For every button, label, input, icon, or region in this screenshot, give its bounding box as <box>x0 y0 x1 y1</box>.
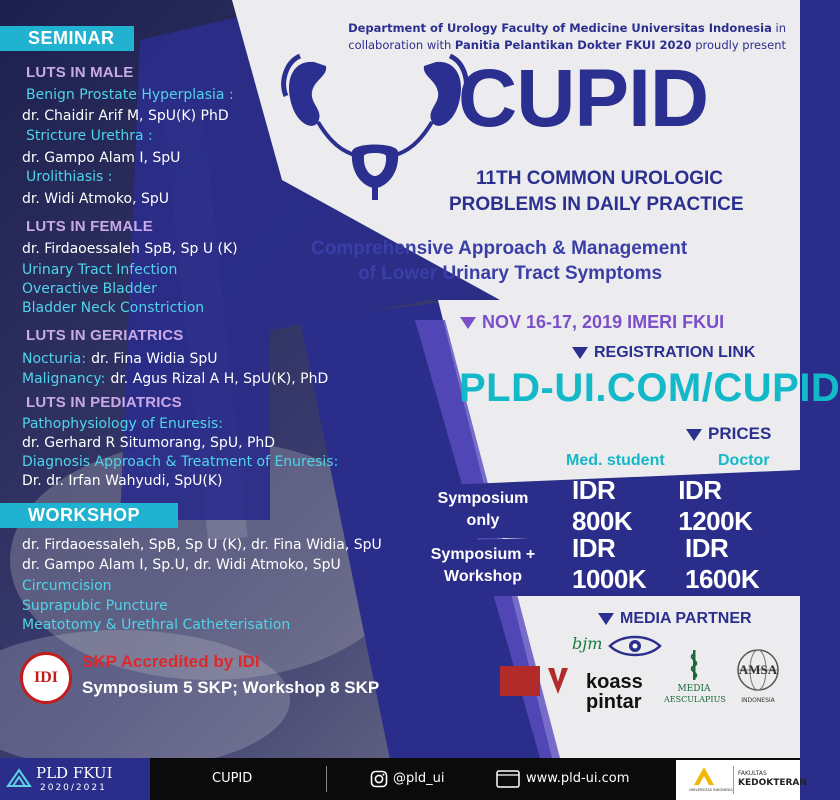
workshop-tag: WORKSHOP <box>0 503 178 528</box>
red-partner-logo-icon <box>500 662 574 700</box>
bjm-logo-text: bjm <box>572 634 603 653</box>
prices-label-text: PRICES <box>708 424 772 443</box>
organizer-in: in <box>775 21 786 35</box>
media-partner-label <box>598 610 752 628</box>
triangle-down-icon <box>598 613 614 625</box>
luts-male-heading: LUTS IN MALE <box>26 64 134 81</box>
geriatrics-row-1 <box>22 348 217 369</box>
event-theme-2: of Lower Urinary Tract Symptoms <box>358 263 663 284</box>
footer-divider-2 <box>733 766 734 794</box>
amsa-text: AMSA <box>738 662 778 677</box>
registration-label <box>572 344 755 362</box>
staff-of-asclepius-icon <box>682 650 706 680</box>
price-column-student: Med. student <box>566 452 665 469</box>
price-row-1-label-1: Symposium <box>437 490 529 507</box>
footer-years: 2020/2021 <box>40 783 107 793</box>
footer-faculty-1: FAKULTAS <box>738 770 767 777</box>
media-text: MEDIA <box>677 684 711 694</box>
speaker-irfan: Dr. dr. Irfan Wahyudi, SpU(K) <box>22 473 223 489</box>
web-icon <box>496 770 520 788</box>
price-row-2-label <box>420 544 546 588</box>
luts-pediatrics-heading: LUTS IN PEDIATRICS <box>26 394 182 411</box>
organizer-department: Department of Urology Faculty of Medicine Universitas Indonesia <box>348 21 772 35</box>
footer-ui-text: UNIVERSITAS INDONESIA <box>689 788 733 792</box>
eye-icon <box>608 634 662 658</box>
price-row-2-student: IDR 1000K <box>572 533 647 594</box>
topic-urolithiasis: Urolithiasis : <box>26 169 113 185</box>
footer-website[interactable]: www.pld-ui.com <box>526 771 630 786</box>
event-subtitle-1: 11TH COMMON UROLOGIC <box>476 168 724 189</box>
speaker-fina: dr. Fina Widia SpU <box>91 351 218 367</box>
topic-bladder-neck: Bladder Neck Constriction <box>22 300 205 316</box>
price-row-2-label-2: Workshop <box>444 568 522 585</box>
skp-points: Symposium 5 SKP; Workshop 8 SKP <box>82 678 380 697</box>
speaker-agus: dr. Agus Rizal A H, SpU(K), PhD <box>110 371 329 387</box>
price-row-1-doctor: IDR 1200K <box>678 475 753 536</box>
footer-instagram[interactable]: @pld_ui <box>393 771 445 786</box>
footer-bar <box>0 758 807 800</box>
workshop-topic-circumcision: Circumcision <box>22 578 112 594</box>
event-theme-1: Comprehensive Approach & Management <box>311 238 688 259</box>
price-column-doctor: Doctor <box>718 452 770 469</box>
speaker-widi: dr. Widi Atmoko, SpU <box>22 191 170 207</box>
prices-label <box>686 424 771 444</box>
topic-overactive-bladder: Overactive Bladder <box>22 281 157 297</box>
triangle-down-icon <box>460 317 476 329</box>
triangle-down-icon <box>572 347 588 359</box>
speaker-gampo: dr. Gampo Alam I, SpU <box>22 150 181 166</box>
koass-text: koass <box>586 671 643 693</box>
footer-event: CUPID <box>212 771 253 786</box>
speaker-gerhard: dr. Gerhard R Situmorang, SpU, PhD <box>22 435 276 451</box>
footer-brand: PLD FKUI <box>36 764 113 782</box>
koass-pintar-logo <box>586 672 643 712</box>
organizer-present: proudly present <box>695 38 786 52</box>
triangle-down-icon <box>686 429 702 441</box>
ui-makara-icon <box>692 765 716 787</box>
topic-bph: Benign Prostate Hyperplasia : <box>26 87 234 103</box>
organizer-collab: collaboration with <box>348 38 452 52</box>
geriatrics-row-2 <box>22 368 328 389</box>
topic-malignancy: Malignancy: <box>22 371 106 387</box>
media-partner-label-text: MEDIA PARTNER <box>620 610 752 627</box>
event-subtitle-2: PROBLEMS IN DAILY PRACTICE <box>449 194 744 215</box>
footer-faculty-2: KEDOKTERAN <box>738 778 807 788</box>
topic-stricture: Stricture Urethra : <box>26 128 153 144</box>
workshop-speakers-2: dr. Gampo Alam I, Sp.U, dr. Widi Atmoko, SpU <box>22 557 341 573</box>
aesculapius-text: AESCULAPIUS <box>664 695 726 704</box>
topic-pathophysiology: Pathophysiology of Enuresis: <box>22 416 223 432</box>
footer-divider-1 <box>326 766 327 792</box>
pintar-text: pintar <box>586 691 642 713</box>
topic-uti: Urinary Tract Infection <box>22 262 178 278</box>
event-date-text: NOV 16-17, 2019 IMERI FKUI <box>482 312 725 332</box>
price-row-1-values <box>572 475 798 536</box>
event-title: CUPID <box>458 53 709 144</box>
seminar-tag: SEMINAR <box>0 26 134 51</box>
idi-logo-text: IDI <box>33 669 58 686</box>
workshop-speakers-1: dr. Firdaoessaleh, SpB, Sp U (K), dr. Fina Widia, SpU <box>22 537 382 553</box>
luts-female-heading: LUTS IN FEMALE <box>26 218 153 235</box>
price-row-2-values <box>572 533 798 594</box>
luts-geriatrics-heading: LUTS IN GERIATRICS <box>26 327 184 344</box>
price-row-1-label-2: only <box>466 512 500 529</box>
price-row-1-label <box>420 488 546 532</box>
cupid-logo-icon <box>280 52 470 202</box>
event-date <box>460 312 724 333</box>
workshop-topic-meatotomy: Meatotomy & Urethral Catheterisation <box>22 617 291 633</box>
topic-diagnosis: Diagnosis Approach & Treatment of Enuresis: <box>22 454 339 470</box>
bjm-logo <box>572 632 662 662</box>
workshop-topic-suprapubic: Suprapubic Puncture <box>22 598 168 614</box>
price-row-1-student: IDR 800K <box>572 475 633 536</box>
pld-logo-icon <box>6 766 32 792</box>
amsa-indonesia-text: INDONESIA <box>741 697 775 704</box>
organizer-line-2 <box>348 38 786 52</box>
registration-label-text: REGISTRATION LINK <box>594 344 756 361</box>
topic-nocturia: Nocturia: <box>22 351 87 367</box>
speaker-firdaoessaleh: dr. Firdaoessaleh SpB, Sp U (K) <box>22 241 238 257</box>
organizer-committee: Panitia Pelantikan Dokter FKUI 2020 <box>454 38 692 52</box>
skp-accredited: SKP Accredited by IDI <box>82 652 260 671</box>
organizer-line-1 <box>348 21 786 35</box>
idi-logo <box>20 652 72 704</box>
registration-link[interactable]: PLD-UI.COM/CUPID <box>459 366 840 410</box>
price-row-2-label-1: Symposium + <box>430 546 536 563</box>
speaker-chaidir: dr. Chaidir Arif M, SpU(K) PhD <box>22 108 229 124</box>
instagram-icon <box>370 770 388 788</box>
media-aesculapius-logo <box>664 650 724 705</box>
amsa-logo <box>724 648 792 708</box>
price-row-2-doctor: IDR 1600K <box>685 533 760 594</box>
